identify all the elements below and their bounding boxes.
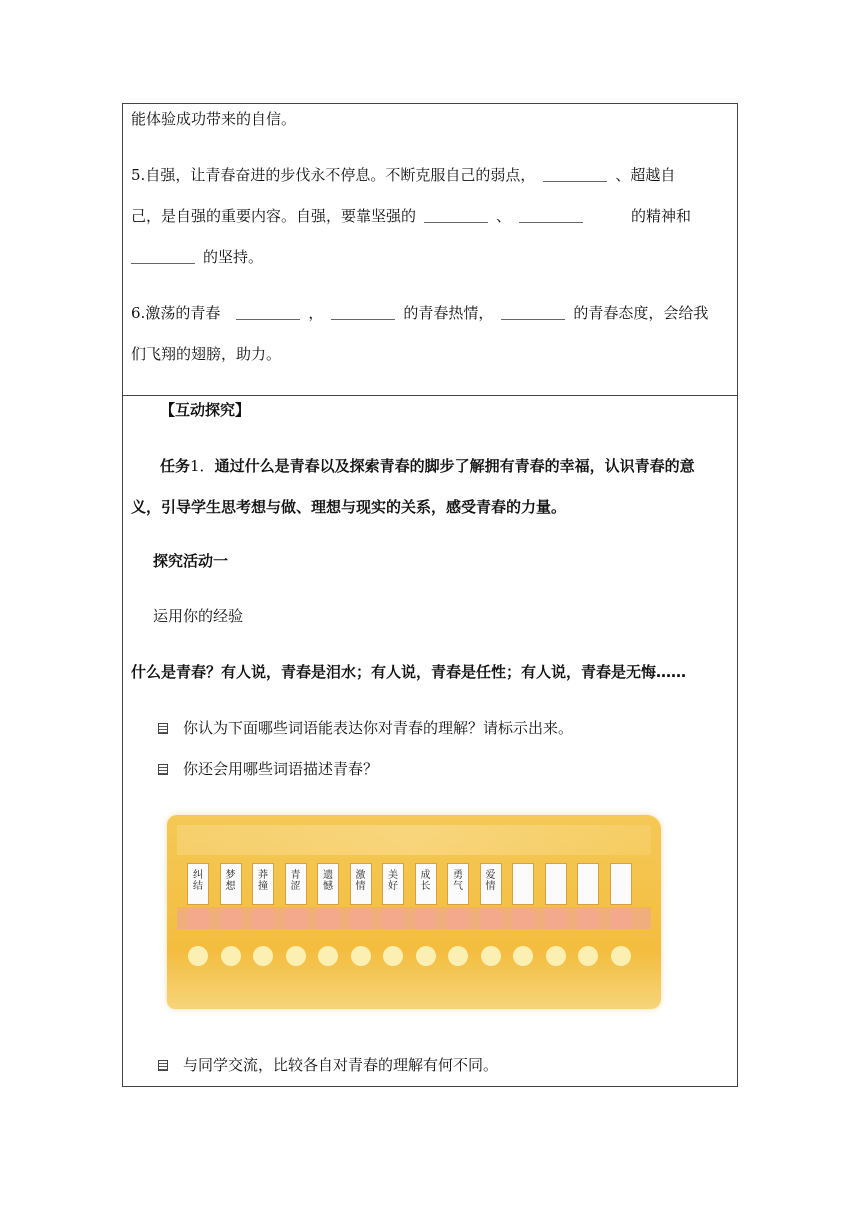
item-6-line-2: 们飞翔的翅膀，助力。 <box>131 345 282 363</box>
word-slot <box>512 907 534 929</box>
word-slot <box>187 907 209 929</box>
word-slot <box>610 907 632 929</box>
question-text: 什么是青春？有人说，青春是泪水；有人说，青春是任性；有人说，青春是无悔…… <box>131 663 687 681</box>
marker-dot[interactable] <box>253 946 273 966</box>
list-bullet-icon <box>158 764 168 775</box>
task-line-2: 义，引导学生思考想与做、理想与现实的关系，感受青春的力量。 <box>131 498 567 516</box>
activity-title: 探究活动一 <box>153 552 229 570</box>
word-card-figure <box>167 815 661 1009</box>
marker-dot[interactable] <box>611 946 631 966</box>
list-bullet-icon <box>158 723 168 734</box>
fill-blank[interactable] <box>236 305 300 320</box>
task-line-1: 任务1．通过什么是青春以及探索青春的脚步了解拥有青春的幸福，认识青春的意 <box>160 457 695 475</box>
fill-blank[interactable] <box>543 167 607 182</box>
word-card-tab: 梦 想 <box>220 863 242 905</box>
fill-blank[interactable] <box>519 208 583 223</box>
word-card-tab: 青 涩 <box>285 863 307 905</box>
word-slot <box>447 907 469 929</box>
section-title: 【互动探究】 <box>160 401 251 419</box>
word-slot <box>415 907 437 929</box>
word-slot <box>480 907 502 929</box>
marker-dot[interactable] <box>416 946 436 966</box>
fill-blank[interactable] <box>501 305 565 320</box>
text-line: 能体验成功带来的自信。 <box>131 110 297 128</box>
bullet-item: 你认为下面哪些词语能表达你对青春的理解？请标示出来。 <box>183 719 574 737</box>
marker-dot[interactable] <box>448 946 468 966</box>
marker-dot[interactable] <box>221 946 241 966</box>
word-slot <box>382 907 404 929</box>
word-card-tab: 激 情 <box>350 863 372 905</box>
word-slot <box>285 907 307 929</box>
marker-dot[interactable] <box>578 946 598 966</box>
word-slot <box>220 907 242 929</box>
word-card-tab <box>545 863 567 905</box>
item-5-line-2: 己，是自强的重要内容。自强，要靠坚强的 、 的精神和 <box>131 207 692 225</box>
fill-blank[interactable] <box>424 208 488 223</box>
word-slot <box>545 907 567 929</box>
fill-blank[interactable] <box>331 305 395 320</box>
word-card-tab <box>577 863 599 905</box>
list-bullet-icon <box>158 1060 168 1071</box>
word-card-tab: 莽 撞 <box>252 863 274 905</box>
item-5-line-1: 5.自强，让青春奋进的步伐永不停息。不断克服自己的弱点， 、超越自 <box>131 166 676 184</box>
word-card-tab: 成 长 <box>415 863 437 905</box>
fill-blank[interactable] <box>131 249 195 264</box>
marker-dot[interactable] <box>286 946 306 966</box>
marker-dot[interactable] <box>351 946 371 966</box>
marker-dot[interactable] <box>383 946 403 966</box>
word-slot <box>252 907 274 929</box>
word-slot <box>577 907 599 929</box>
marker-dot[interactable] <box>546 946 566 966</box>
bullet-item: 与同学交流，比较各自对青春的理解有何不同。 <box>183 1056 499 1074</box>
word-card-tab: 遗 憾 <box>317 863 339 905</box>
word-slot <box>317 907 339 929</box>
bullet-item: 你还会用哪些词语描述青春？ <box>183 760 379 778</box>
item-6-line-1: 6.激荡的青春 ， 的青春热情， 的青春态度，会给我 <box>131 304 709 322</box>
word-card-tab: 美 好 <box>382 863 404 905</box>
marker-dot[interactable] <box>318 946 338 966</box>
marker-dot[interactable] <box>513 946 533 966</box>
word-card-tab <box>610 863 632 905</box>
marker-dot[interactable] <box>481 946 501 966</box>
marker-dot[interactable] <box>188 946 208 966</box>
word-card-tab: 爱 情 <box>480 863 502 905</box>
word-card-tab: 勇 气 <box>447 863 469 905</box>
row-divider <box>123 395 737 396</box>
word-slot <box>350 907 372 929</box>
word-card-tab: 纠 结 <box>187 863 209 905</box>
word-card-tab <box>512 863 534 905</box>
activity-subtitle: 运用你的经验 <box>153 607 244 625</box>
item-5-line-3: 的坚持。 <box>131 247 263 267</box>
